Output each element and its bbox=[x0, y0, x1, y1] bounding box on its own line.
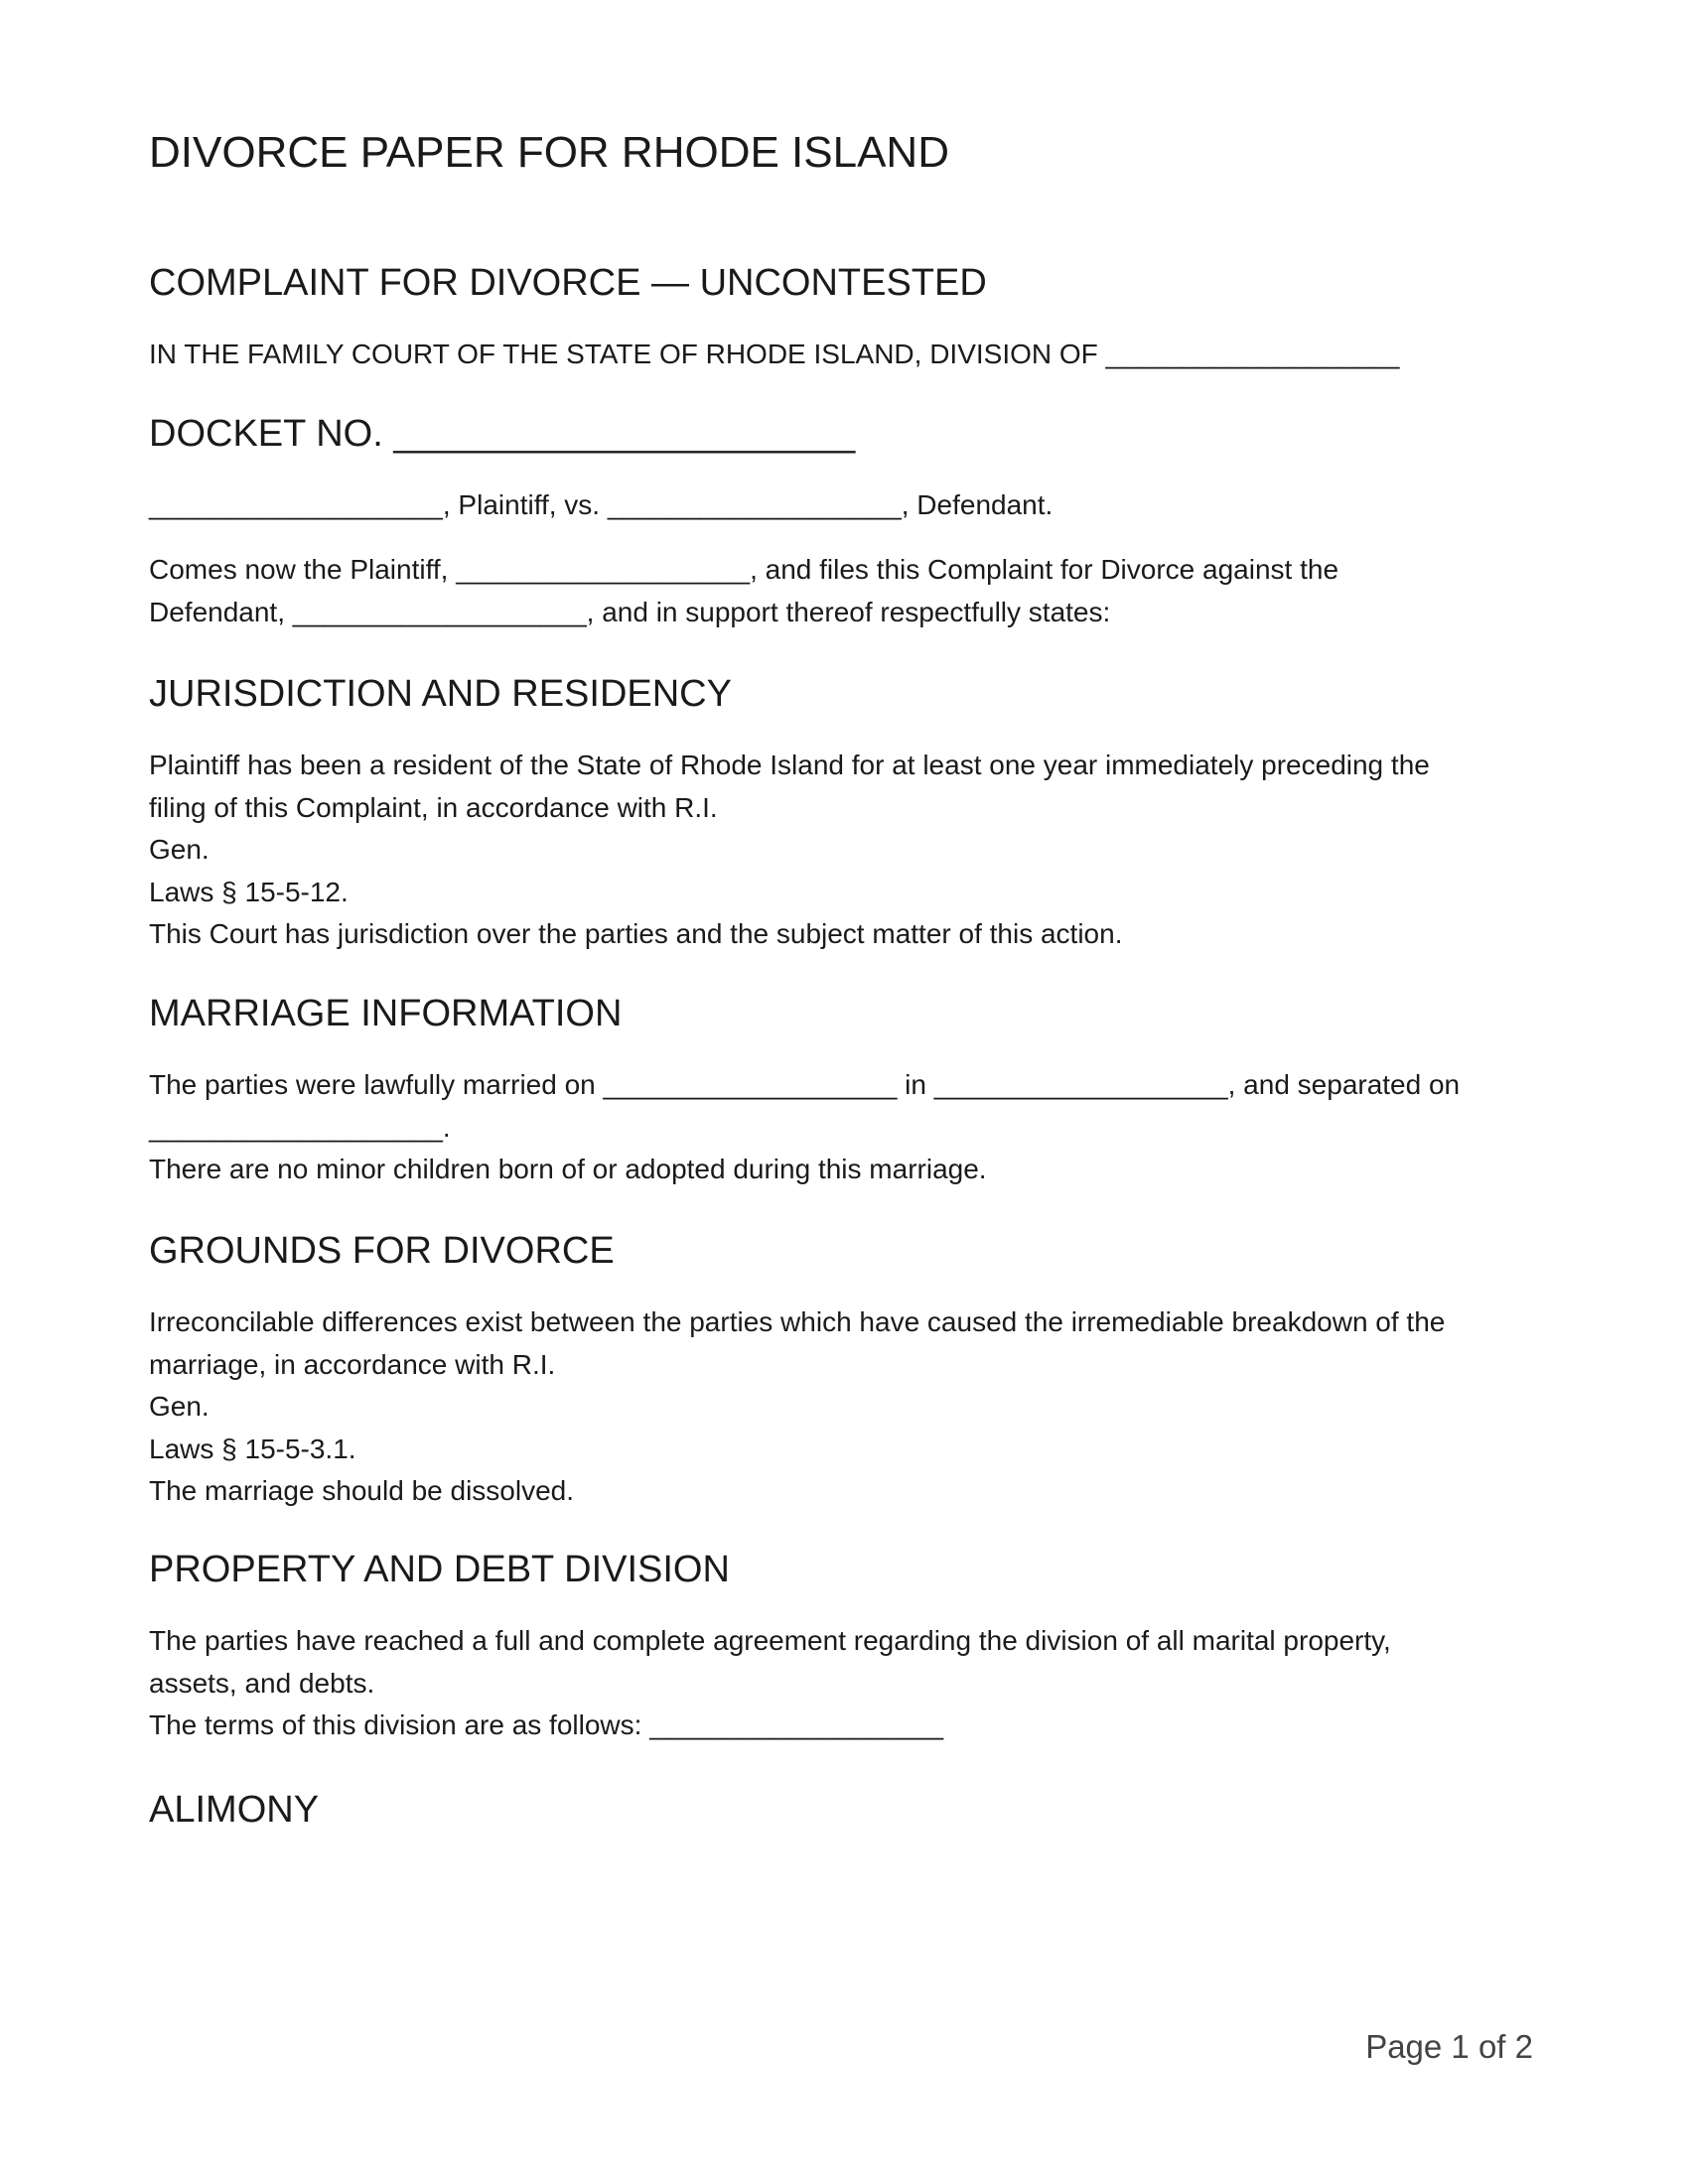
property-paragraph bbox=[149, 1620, 1539, 1747]
grounds-heading: GROUNDS FOR DIVORCE bbox=[149, 1230, 615, 1272]
property-line: assets, and debts. bbox=[149, 1667, 375, 1699]
jurisdiction-line: filing of this Complaint, in accordance with R.I. bbox=[149, 791, 718, 823]
marriage-line: The parties were lawfully married on ___________________ in ___________________, and separated on bbox=[149, 1069, 1461, 1100]
jurisdiction-line: Plaintiff has been a resident of the State of Rhode Island for at least one year immediately preceding the bbox=[149, 750, 1430, 780]
court-line-text: IN THE FAMILY COURT OF THE STATE OF RHODE ISLAND, DIVISION OF ___________________ bbox=[149, 339, 1400, 369]
marriage-heading: MARRIAGE INFORMATION bbox=[149, 993, 623, 1034]
grounds-line: Laws § 15-5-3.1. bbox=[149, 1433, 356, 1464]
document-page bbox=[149, 0, 1539, 2184]
parties-line-text: ___________________, Plaintiff, vs. ___________________, Defendant. bbox=[149, 489, 1054, 520]
marriage-paragraph bbox=[149, 1064, 1539, 1191]
jurisdiction-paragraph bbox=[149, 745, 1539, 956]
property-heading: PROPERTY AND DEBT DIVISION bbox=[149, 1549, 730, 1590]
grounds-line: marriage, in accordance with R.I. bbox=[149, 1348, 556, 1380]
parties-line bbox=[149, 484, 1539, 527]
property-line: The parties have reached a full and complete agreement regarding the division of all marital property, bbox=[149, 1625, 1391, 1656]
marriage-line: ___________________. bbox=[149, 1111, 451, 1143]
complaint-heading: COMPLAINT FOR DIVORCE — UNCONTESTED bbox=[149, 262, 987, 304]
jurisdiction-line: This Court has jurisdiction over the parties and the subject matter of this action. bbox=[149, 918, 1123, 949]
grounds-line: Gen. bbox=[149, 1391, 210, 1422]
intro-paragraph bbox=[149, 549, 1539, 633]
grounds-line: Irreconcilable differences exist between the parties which have caused the irremediable breakdown of the bbox=[149, 1306, 1446, 1337]
property-line: The terms of this division are as follows: ___________________ bbox=[149, 1709, 944, 1740]
intro-line-1: Comes now the Plaintiff, ___________________, and files this Complaint for Divorce against the bbox=[149, 554, 1339, 585]
page-number: Page 1 of 2 bbox=[1365, 2028, 1533, 2065]
intro-line-2: Defendant, ___________________, and in support thereof respectfully states: bbox=[149, 596, 1111, 627]
jurisdiction-heading: JURISDICTION AND RESIDENCY bbox=[149, 673, 732, 715]
document-title: DIVORCE PAPER FOR RHODE ISLAND bbox=[149, 128, 949, 177]
jurisdiction-line: Gen. bbox=[149, 834, 210, 865]
jurisdiction-line: Laws § 15-5-12. bbox=[149, 876, 349, 907]
alimony-heading: ALIMONY bbox=[149, 1789, 320, 1831]
court-line bbox=[149, 334, 1539, 376]
grounds-line: The marriage should be dissolved. bbox=[149, 1475, 575, 1506]
marriage-line: There are no minor children born of or adopted during this marriage. bbox=[149, 1154, 987, 1184]
grounds-paragraph bbox=[149, 1301, 1539, 1513]
docket-heading: DOCKET NO. ______________________ bbox=[149, 413, 856, 455]
